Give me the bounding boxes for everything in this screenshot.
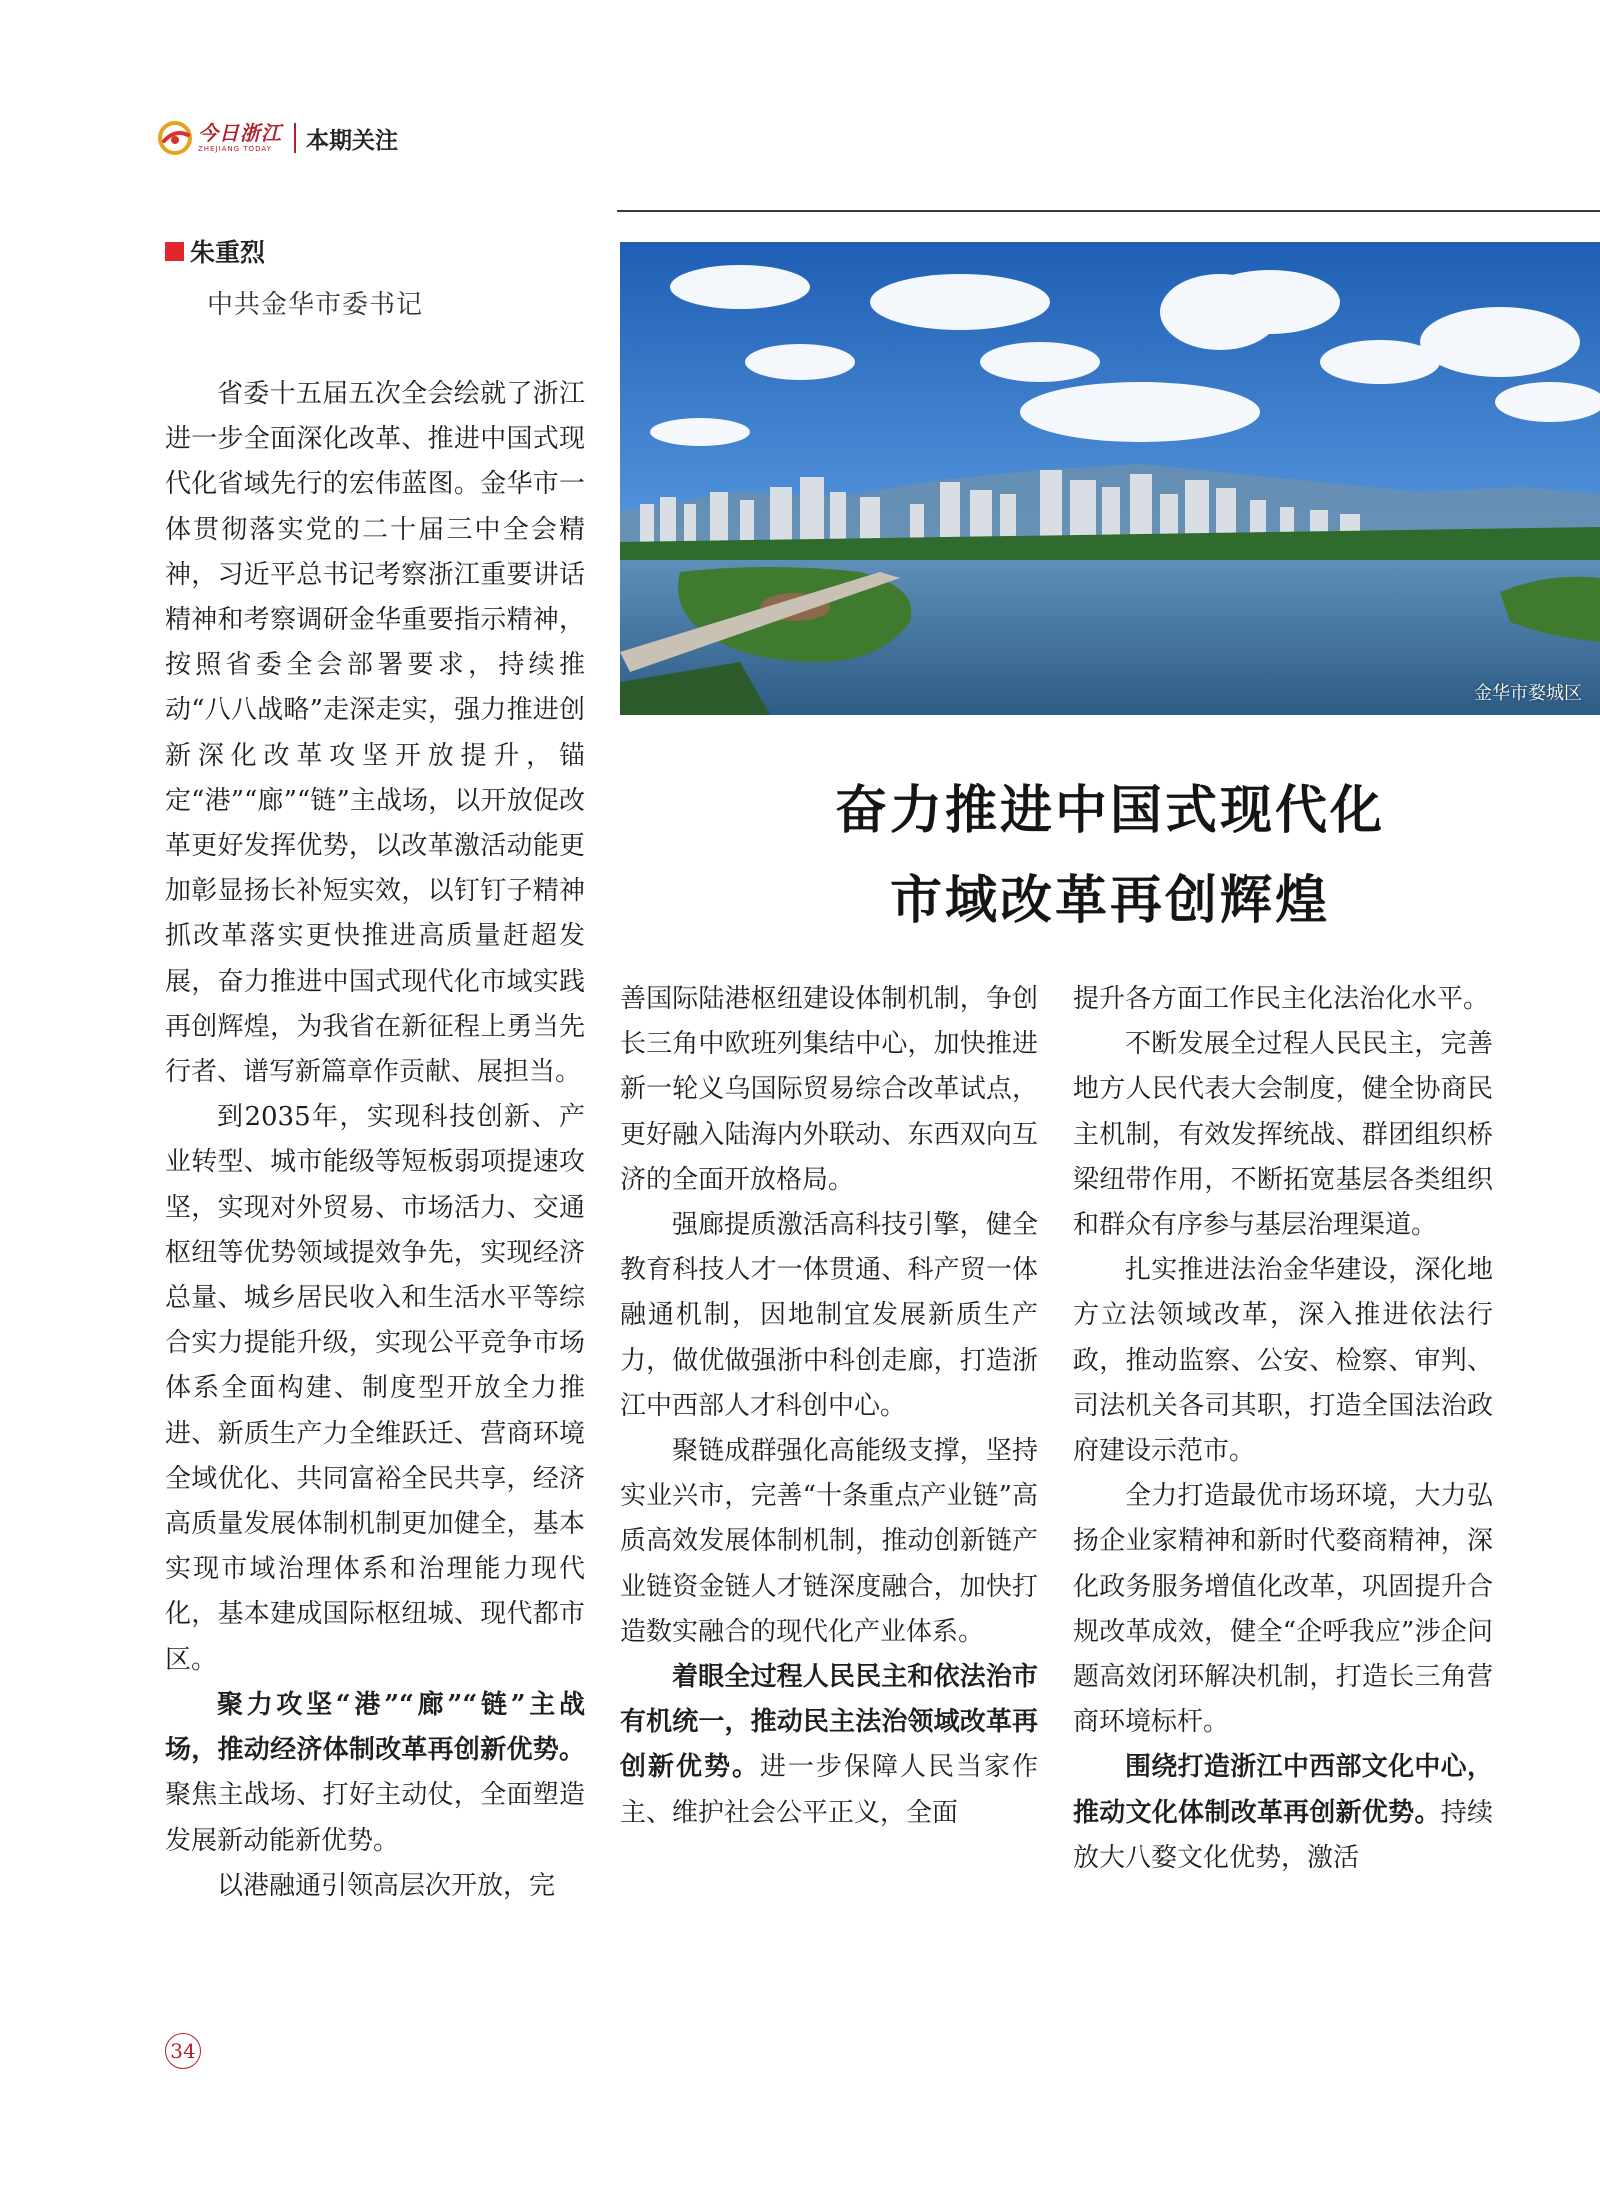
author-role: 中共金华市委书记 — [207, 290, 424, 320]
subheading: 围绕打造浙江中西部文化中心，推动文化体制改革再创新优势。 — [1073, 1752, 1493, 1828]
body-column-3 — [1073, 977, 1493, 1881]
top-rule — [617, 210, 1600, 212]
paragraph: 到2035年，实现科技创新、产业转型、城市能级等短板弱项提速攻坚，实现对外贸易、市场活力、交通枢纽等优势领域提效争先，实现经济总量、城乡居民收入和生活水平等综合实力提能升级，实现公平竞争市场体系全面构建、制度型开放全力推进、新质生产力全维跃迁、营商环境全域优化、共同富裕全民共享，经济高质量发展体制机制更加健全，基本实现市域治理体系和治理能力现代化，基本建成国际枢纽城、现代都市区。 — [165, 1102, 585, 1675]
city-photo — [620, 242, 1600, 715]
paragraph: 强廊提质激活高科技引擎，健全教育科技人才一体贯通、科产贸一体融通机制，因地制宜发展新质生产力，做优做强浙中科创走廊，打造浙江中西部人才科创中心。 — [620, 1210, 1038, 1421]
subheading: 聚力攻坚“港”“廊”“链”主战场，推动经济体制改革再创新优势。 — [165, 1689, 585, 1766]
paragraph: 不断发展全过程人民民主，完善地方人民代表大会制度，健全协商民主机制，有效发挥统战、群团组织桥梁纽带作用，不断拓宽基层各类组织和群众有序参与基层治理渠道。 — [1073, 1029, 1493, 1241]
subheading: 着眼全过程人民民主和依法治市有机统一，推动民主法治领域改革再创新优势。 — [620, 1662, 1038, 1783]
author-name-text: 朱重烈 — [190, 238, 266, 267]
body-column-2 — [620, 977, 1038, 1836]
paragraph: 以港融通引领高层次开放，完 — [217, 1870, 556, 1901]
page-number: 34 — [165, 2033, 201, 2069]
masthead — [158, 118, 398, 158]
author-marker — [165, 242, 184, 261]
paragraph: 扎实推进法治金华建设，深化地方立法领域改革，深入推进依法行政，推动监察、公安、检察、审判、司法机关各司其职，打造全国法治政府建设示范市。 — [1073, 1255, 1493, 1467]
paragraph: 聚链成群强化高能级支撑，坚持实业兴市，完善“十条重点产业链”高质高效发展体制机制，推动创新链产业链资金链人才链深度融合，加快打造数实融合的现代化产业体系。 — [620, 1436, 1038, 1647]
paragraph: 全力打造最优市场环境，大力弘扬企业家精神和新时代婺商精神，深化政务服务增值化改革，巩固提升合规改革成效，健全“企呼我应”涉企问题高效闭环解决机制，打造长三角营商环境标杆。 — [1073, 1481, 1493, 1738]
logo-text — [198, 123, 282, 153]
logo-icon — [158, 121, 192, 155]
subheading-paragraph — [620, 1655, 1038, 1836]
paragraph-text: 进一步保障人民当家作主、维护社会公平正义，全面 — [620, 1752, 1038, 1828]
subheading-paragraph — [1073, 1745, 1493, 1881]
body-column-1 — [165, 372, 585, 1909]
header-divider — [294, 123, 296, 153]
paragraph: 省委十五届五次全会绘就了浙江进一步全面深化改革、推进中国式现代化省域先行的宏伟蓝图。金华市一体贯彻落实党的二十届三中全会精神，习近平总书记考察浙江重要讲话精神和考察调研金华重要指示精神，按照省委全会部署要求，持续推动“八八战略”走深走实，强力推进创新深化改革攻坚开放提升，锚定“港”“廊”“链”主战场，以开放促改革更好发挥优势，以改革激活动能更加彰显扬长补短实效，以钉钉子精神抓改革落实更快推进高质量赶超发展，奋力推进中国式现代化市域实践再创辉煌，为我省在新征程上勇当先行者、谱写新篇章作贡献、展担当。 — [165, 379, 585, 1088]
article-title-line-1: 奋力推进中国式现代化 — [834, 780, 1385, 841]
paragraph-text: 持续放大八婺文化优势，激活 — [1073, 1797, 1493, 1873]
logo-english: ZHEJIANG TODAY — [198, 145, 272, 153]
author-name — [165, 233, 265, 269]
paragraph-text: 聚焦主战场、打好主动仗，全面塑造发展新动能新优势。 — [165, 1780, 585, 1856]
logo-chinese: 今日浙江 — [198, 121, 282, 145]
paragraph: 善国际陆港枢纽建设体制机制，争创长三角中欧班列集结中心，加快推进新一轮义乌国际贸易综合改革试点，更好融入陆海内外联动、东西双向互济的全面开放格局。 — [620, 984, 1038, 1195]
section-title: 本期关注 — [306, 127, 398, 154]
subheading-paragraph — [165, 1683, 585, 1864]
photo-caption: 金华市婺城区 — [1474, 683, 1582, 704]
article-title-line-2: 市域改革再创辉煌 — [889, 870, 1330, 931]
paragraph: 提升各方面工作民主化法治化水平。 — [1073, 984, 1490, 1014]
